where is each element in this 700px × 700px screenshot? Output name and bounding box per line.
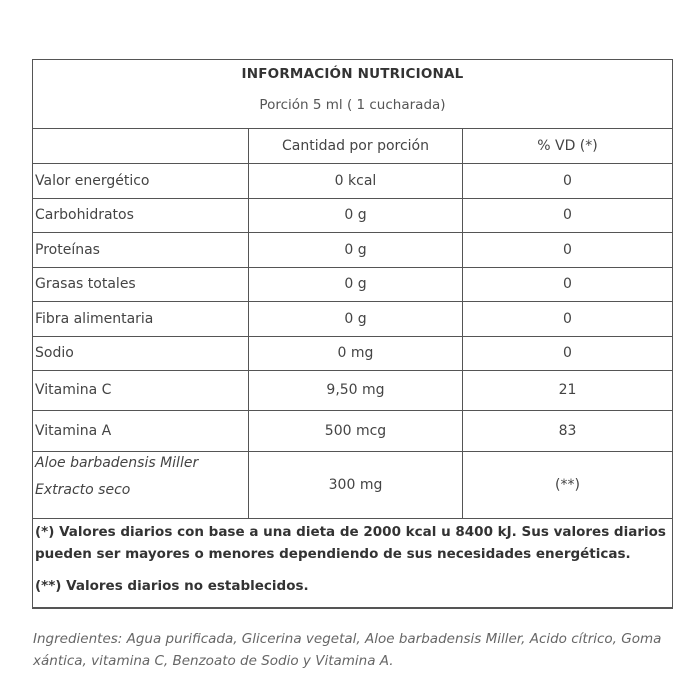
- aloe-vd: (**): [463, 451, 673, 518]
- aloe-cell: [33, 451, 249, 518]
- nutrient-name: Valor energético: [33, 163, 249, 198]
- nutrient-amount: 0 g: [249, 232, 463, 267]
- nutrient-vd: 0: [463, 232, 673, 267]
- nutrient-name: Proteínas: [33, 232, 249, 267]
- table-row: [33, 301, 672, 336]
- table-row: [33, 232, 672, 267]
- column-header-amount: Cantidad por porción: [249, 129, 463, 163]
- nutrient-vd: 21: [463, 370, 673, 410]
- nutrient-amount: 0 g: [249, 198, 463, 232]
- nutrient-name: Sodio: [33, 336, 249, 370]
- table-row: [33, 370, 672, 410]
- aloe-name: Aloe barbadensis Miller: [35, 454, 199, 471]
- nutrition-table: [33, 129, 672, 519]
- footnote-daily-values: (*) Valores diarios con base a una dieta de 2000 kcal u 8400 kJ. Sus valores diarios pueden ser mayores o menores dependiendo de sus necesidades energéticas.: [35, 523, 666, 562]
- footnote-not-established: (**) Valores diarios no establecidos.: [35, 577, 309, 594]
- aloe-subtitle: Extracto seco: [35, 481, 131, 498]
- table-row-aloe: [33, 451, 672, 518]
- nutrient-amount: 0 mg: [249, 336, 463, 370]
- nutrient-vd: 0: [463, 267, 673, 301]
- panel-header: [33, 60, 672, 129]
- nutrient-name: Vitamina A: [33, 410, 249, 451]
- ingredients-text: Ingredientes: Agua purificada, Glicerina vegetal, Aloe barbadensis Miller, Acido cítrico, Goma xántica, vitamina C, Benzoato de Sodio y Vitamina A.: [33, 631, 662, 669]
- column-header-vd: % VD (*): [463, 129, 673, 163]
- nutrient-vd: 0: [463, 336, 673, 370]
- nutrient-name: Grasas totales: [33, 267, 249, 301]
- table-header-row: [33, 129, 672, 163]
- nutrient-name: Carbohidratos: [33, 198, 249, 232]
- nutrient-amount: 500 mcg: [249, 410, 463, 451]
- portion-size: Porción 5 ml ( 1 cucharada): [259, 97, 446, 113]
- nutrition-panel: [32, 59, 673, 609]
- nutrient-amount: 9,50 mg: [249, 370, 463, 410]
- nutrient-vd: 83: [463, 410, 673, 451]
- panel-title: INFORMACIÓN NUTRICIONAL: [241, 66, 464, 82]
- aloe-amount: 300 mg: [249, 451, 463, 518]
- column-header-nutrient: [33, 129, 249, 163]
- nutrient-name: Vitamina C: [33, 370, 249, 410]
- table-row: [33, 336, 672, 370]
- table-row: [33, 410, 672, 451]
- nutrient-amount: 0 g: [249, 267, 463, 301]
- table-row: [33, 267, 672, 301]
- table-row: [33, 198, 672, 232]
- footnotes: [33, 519, 672, 608]
- nutrient-amount: 0 g: [249, 301, 463, 336]
- nutrient-vd: 0: [463, 301, 673, 336]
- nutrient-amount: 0 kcal: [249, 163, 463, 198]
- nutrient-vd: 0: [463, 163, 673, 198]
- table-row: [33, 163, 672, 198]
- nutrient-name: Fibra alimentaria: [33, 301, 249, 336]
- nutrient-vd: 0: [463, 198, 673, 232]
